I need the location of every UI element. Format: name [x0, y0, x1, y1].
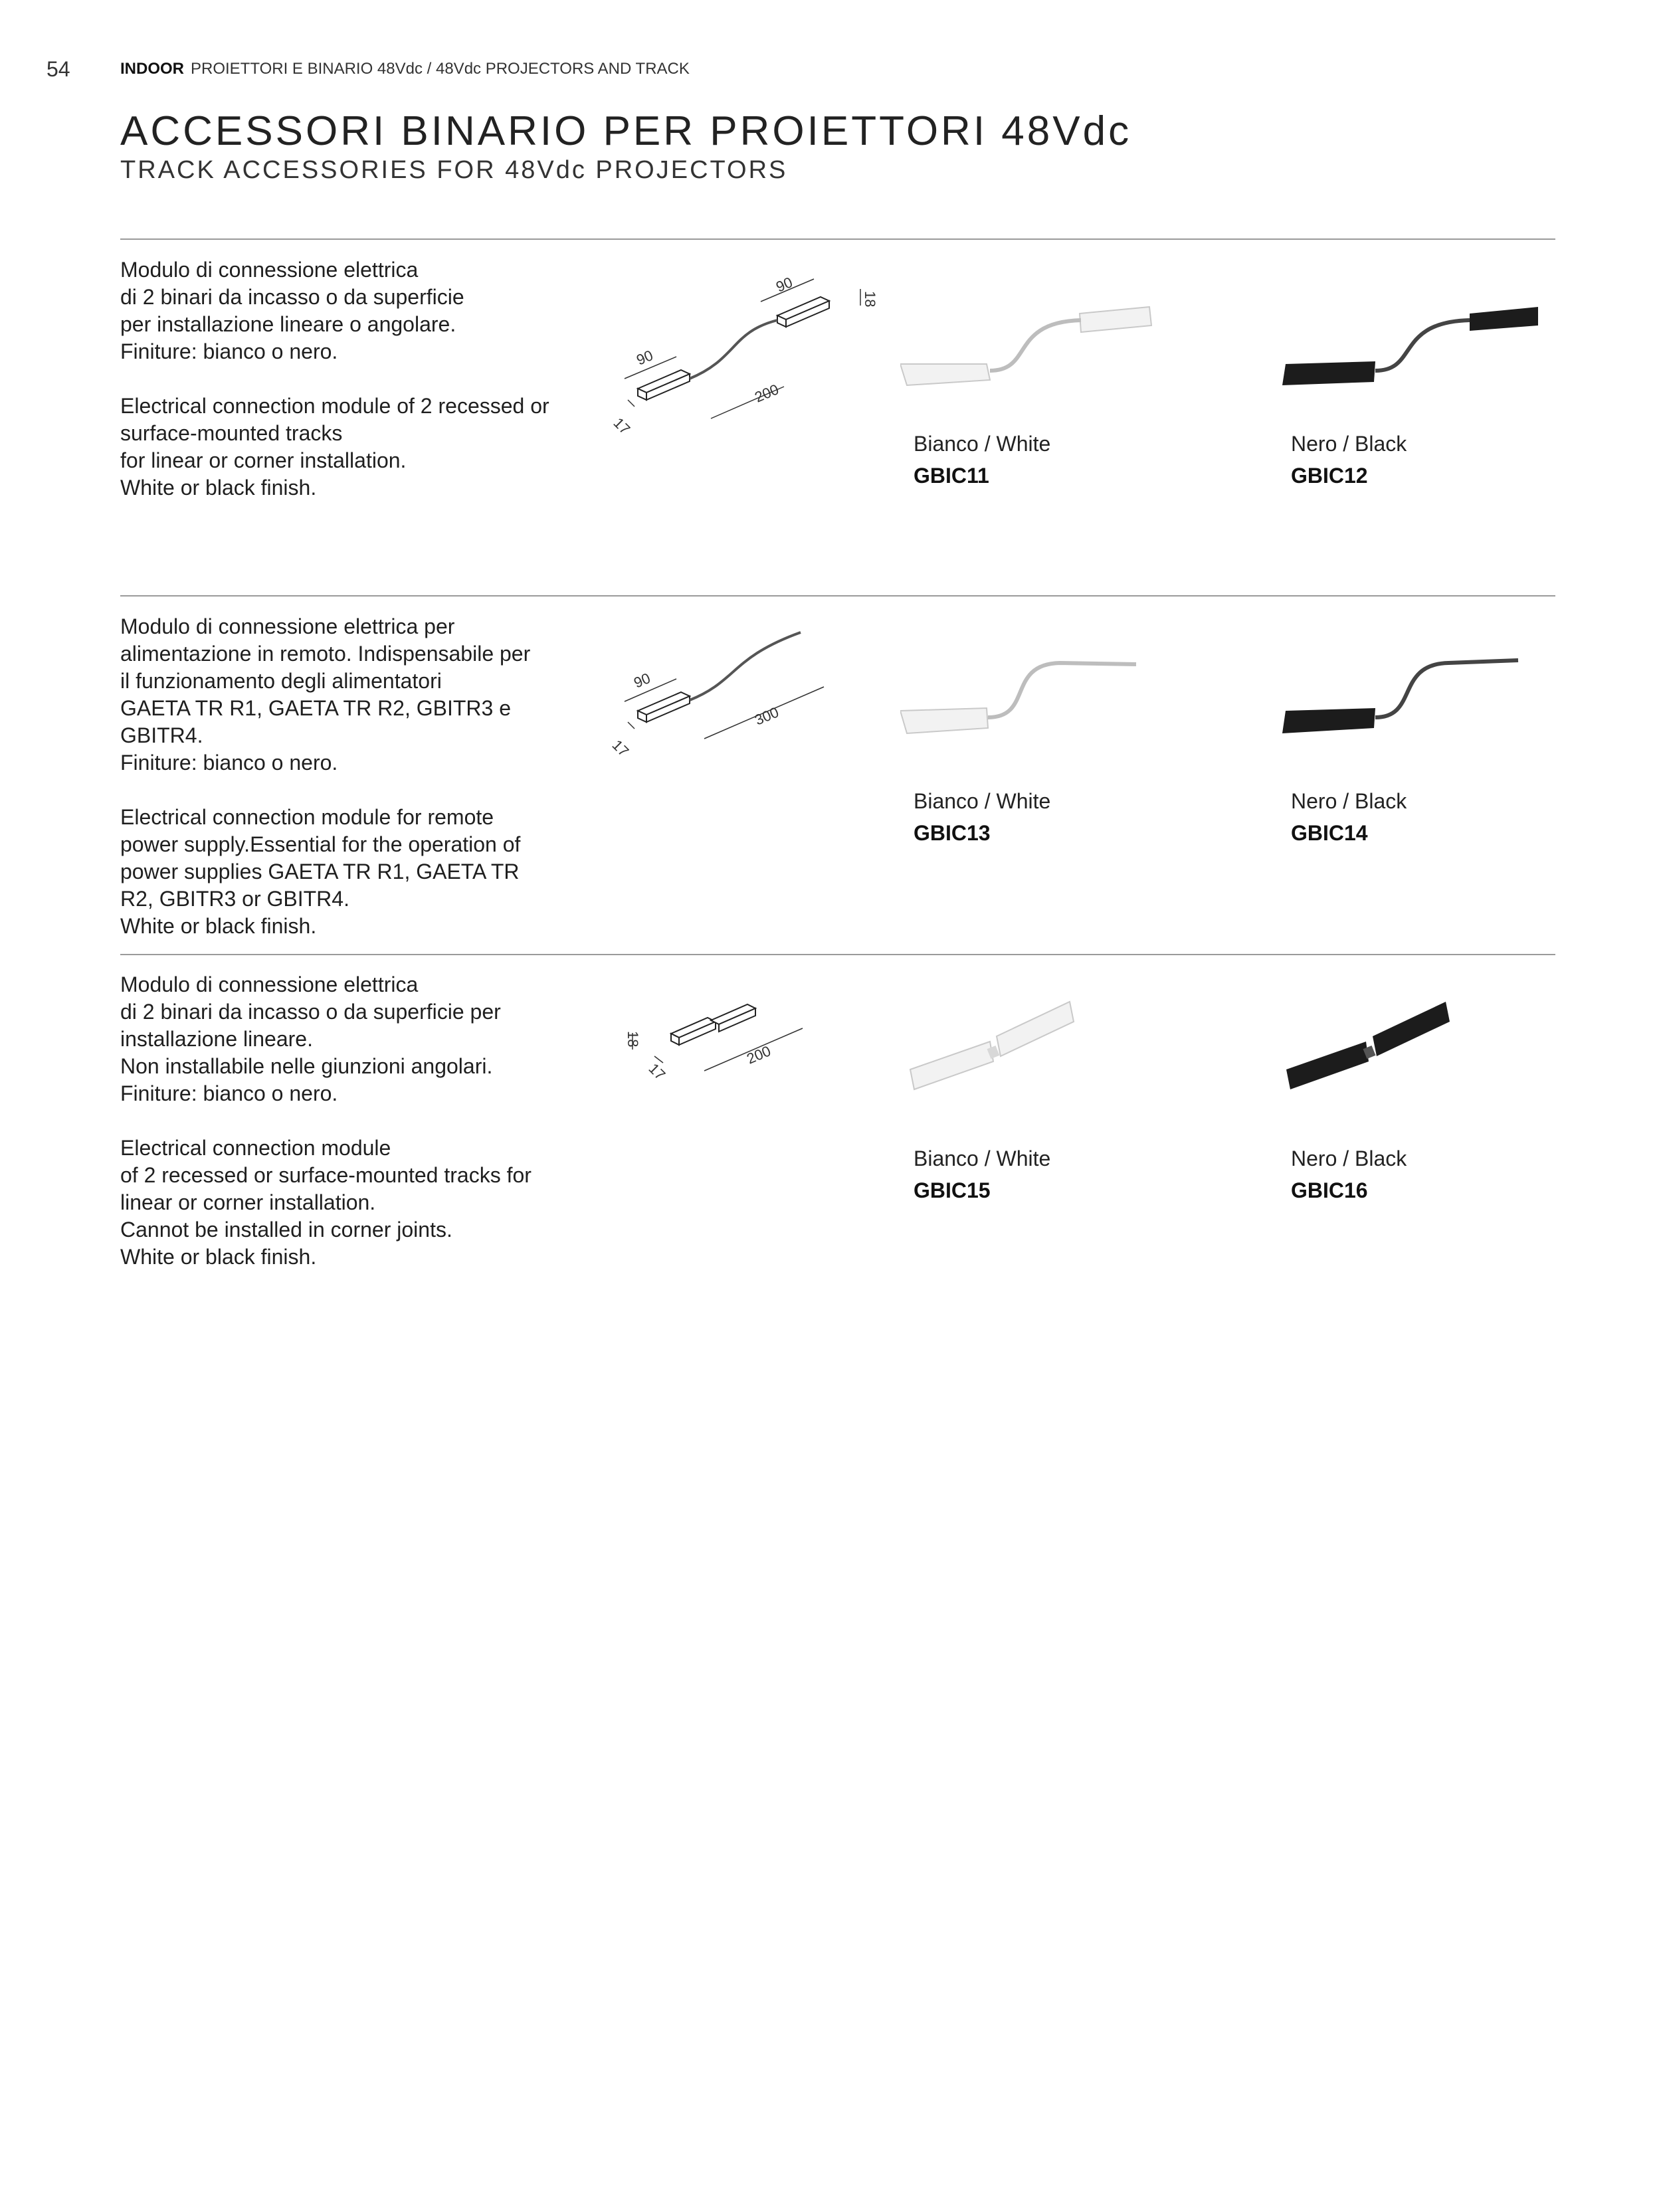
variant-label: Bianco / White — [914, 1147, 1051, 1170]
variant-label: Nero / Black — [1291, 789, 1407, 813]
technical-drawing — [598, 963, 824, 1096]
dimension-label: 90 — [773, 274, 795, 296]
technical-drawing — [598, 618, 890, 764]
description-english: Electrical connection module for remote power supply.Essential for the operation of power supplies GAETA TR R1, GAETA TR R2, GBITR3 or GBITR4. White or black finish. — [120, 805, 521, 938]
variant-code: GBIC13 — [914, 821, 991, 845]
dimension-label: 90 — [631, 670, 653, 691]
section-divider — [120, 595, 1555, 597]
variant-code: GBIC12 — [1291, 464, 1368, 488]
description-italian: Modulo di connessione elettrica di 2 binari da incasso o da superficie per installazione lineare. Non installabile nelle giunzioni angolari. Finiture: bianco o nero. — [120, 972, 501, 1105]
variant-label: Nero / Black — [1291, 432, 1407, 456]
product-photo-black — [1282, 651, 1548, 751]
dimension-label: 200 — [744, 1042, 773, 1067]
dimension-label: 17 — [610, 414, 634, 438]
dimension-label: 300 — [752, 703, 781, 729]
variant-label: Nero / Black — [1291, 1147, 1407, 1170]
description-italian: Modulo di connessione elettrica per alimentazione in remoto. Indispensabile per il funzionamento degli alimentatori GAETA TR R1, GAETA TR R2, GBITR3 e GBITR4. Finiture: bianco o nero. — [120, 614, 531, 775]
variant-code: GBIC11 — [914, 464, 989, 488]
product-description — [120, 256, 585, 502]
dimension-label: 17 — [609, 736, 633, 760]
technical-drawing — [598, 252, 890, 452]
dimension-label: 17 — [645, 1060, 669, 1083]
product-description — [120, 971, 585, 1271]
variant-code: GBIC16 — [1291, 1178, 1368, 1202]
dimension-label: 18 — [625, 1031, 641, 1048]
section-divider — [120, 954, 1555, 955]
variant-code: GBIC15 — [914, 1178, 991, 1202]
page-subtitle: TRACK ACCESSORIES FOR 48Vdc PROJECTORS — [120, 156, 788, 184]
variant-label: Bianco / White — [914, 432, 1051, 456]
variant-label: Bianco / White — [914, 789, 1051, 813]
page-header — [120, 60, 690, 78]
dimension-label: 200 — [752, 381, 781, 406]
product-photo-white — [900, 651, 1166, 751]
description-english: Electrical connection module of 2 recessed or surface-mounted tracks for linear or corner installation. Cannot be installed in corner joints. White or black finish. — [120, 1136, 532, 1269]
section-divider — [120, 238, 1555, 240]
product-photo-white — [904, 983, 1090, 1109]
product-description — [120, 613, 585, 940]
dimension-label: 18 — [862, 291, 878, 308]
breadcrumb: PROIETTORI E BINARIO 48Vdc / 48Vdc PROJECTORS AND TRACK — [191, 60, 690, 78]
description-italian: Modulo di connessione elettrica di 2 binari da incasso o da superficie per installazione lineare o angolare. Finiture: bianco o nero. — [120, 258, 464, 363]
dimension-label: 90 — [634, 347, 656, 369]
variant-code: GBIC14 — [1291, 821, 1368, 845]
description-english: Electrical connection module of 2 recessed or surface-mounted tracks for linear or corner installation. White or black finish. — [120, 394, 549, 500]
product-photo-white — [900, 292, 1166, 405]
page-title: ACCESSORI BINARIO PER PROIETTORI 48Vdc — [120, 108, 1132, 154]
page-number: 54 — [47, 57, 70, 81]
product-photo-black — [1282, 983, 1468, 1109]
product-photo-black — [1282, 292, 1548, 405]
section-label: INDOOR — [120, 60, 184, 78]
